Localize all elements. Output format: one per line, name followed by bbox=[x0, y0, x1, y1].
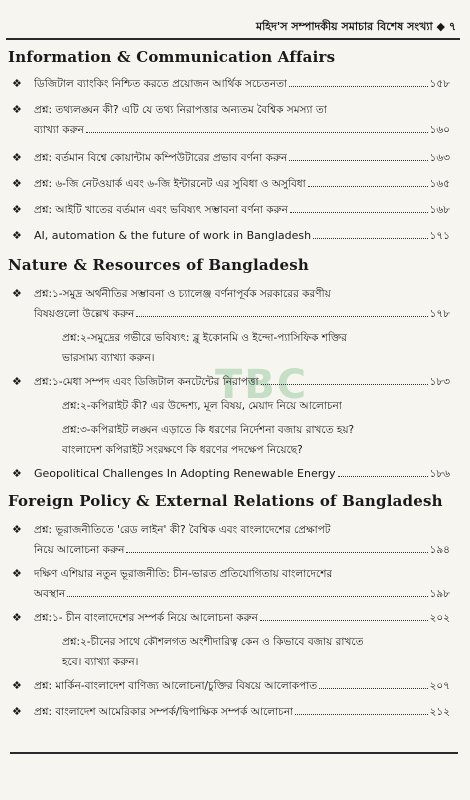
entry-page-number: ১৯৪ bbox=[429, 544, 450, 556]
diamond-bullet-icon: ❖ bbox=[12, 229, 22, 242]
entry-title-cont: হবে। ব্যাখ্যা করুন। bbox=[62, 656, 139, 668]
toc-sub-entry[interactable] bbox=[62, 632, 450, 672]
entry-title: প্রশ্ন: ৬-জি নেটওয়ার্ক এবং ৬-জি ইন্টারনেট এর সুবিধা ও অসুবিধা bbox=[34, 178, 306, 190]
entry-page-number: ১৮৬ bbox=[429, 468, 450, 480]
watermark-logo: TBC bbox=[215, 362, 309, 408]
toc-entry[interactable] bbox=[12, 284, 450, 324]
toc-entry[interactable] bbox=[12, 200, 450, 220]
diamond-bullet-icon: ❖ bbox=[12, 287, 22, 300]
entry-title: প্রশ্ন:১-মেধা সম্পদ এবং ডিজিটাল কনটেন্টের নিরাপত্তা bbox=[34, 376, 259, 388]
entry-title: AI, automation & the future of work in Bangladesh bbox=[34, 229, 312, 242]
entry-page-number: ১৮৩ bbox=[429, 376, 450, 388]
dot-leader bbox=[319, 688, 427, 689]
entry-title: প্রশ্ন: বর্তমান বিশ্বে কোয়ান্টাম কম্পিউটারের প্রভাব বর্ণনা করুন bbox=[34, 152, 288, 164]
section-title-ict: Information & Communication Affairs bbox=[8, 48, 336, 66]
entry-title: প্রশ্ন: বাংলাদেশ আমেরিকার সম্পর্ক/দ্বিপাক্ষিক সম্পর্ক আলোচনা bbox=[34, 706, 294, 718]
diamond-bullet-icon: ❖ bbox=[12, 177, 22, 190]
diamond-bullet-icon: ❖ bbox=[12, 151, 22, 164]
toc-entry[interactable] bbox=[12, 520, 450, 560]
toc-sub-entry[interactable] bbox=[62, 328, 450, 368]
diamond-bullet-icon: ❖ bbox=[12, 567, 22, 580]
toc-entry[interactable] bbox=[12, 464, 450, 484]
toc-entry[interactable] bbox=[12, 372, 450, 392]
toc-entry[interactable] bbox=[12, 74, 450, 94]
toc-entry[interactable] bbox=[12, 100, 450, 140]
toc-entry[interactable] bbox=[12, 564, 450, 604]
toc-entry[interactable] bbox=[12, 174, 450, 194]
entry-title-cont: নিয়ে আলোচনা করুন bbox=[34, 544, 125, 556]
dot-leader bbox=[289, 86, 428, 87]
dot-leader bbox=[313, 238, 427, 239]
dot-leader bbox=[136, 316, 427, 317]
dot-leader bbox=[126, 552, 427, 553]
entry-title: প্রশ্ন:১-সমুদ্র অর্থনীতির সম্ভাবনা ও চ্যালেঞ্জ বর্ণনাপূর্বক সরকারের করণীয় bbox=[34, 288, 331, 300]
entry-title: প্রশ্ন:৩-কপিরাইট লঙ্ঘন এড়াতে কি ধরণের নির্দেশনা বজায় রাখতে হয়? bbox=[62, 424, 355, 436]
toc-entry[interactable] bbox=[12, 702, 450, 722]
toc-sub-entry[interactable] bbox=[62, 420, 450, 460]
diamond-bullet-icon: ❖ bbox=[12, 203, 22, 216]
footer-rule bbox=[10, 752, 458, 754]
toc-entry[interactable] bbox=[12, 676, 450, 696]
entry-page-number: ২১২ bbox=[429, 706, 450, 718]
entry-page-number: ১৭৮ bbox=[429, 308, 450, 320]
diamond-bullet-icon: ❖ bbox=[12, 705, 22, 718]
entry-page-number: ২০২ bbox=[429, 612, 450, 624]
dot-leader bbox=[295, 714, 427, 715]
toc-entry[interactable] bbox=[12, 148, 450, 168]
entry-page-number: ১৬৫ bbox=[429, 178, 450, 190]
entry-title-cont: অবস্থান bbox=[34, 588, 66, 600]
diamond-bullet-icon: ❖ bbox=[12, 375, 22, 388]
diamond-bullet-icon: ❖ bbox=[12, 611, 22, 624]
entry-title-cont: ব্যাখ্যা করুন bbox=[34, 124, 84, 136]
entry-title: প্রশ্ন:২-চীনের সাথে কৌশলগত অংশীদারিত্ব কেন ও কিভাবে বজায় রাখতে bbox=[62, 636, 364, 648]
dot-leader bbox=[289, 160, 427, 161]
entry-title: ডিজিটাল ব্যাংকিং নিশ্চিত করতে প্রয়োজন আর্থিক সচেতনতা bbox=[34, 78, 288, 90]
entry-title: প্রশ্ন:২-কপিরাইট কী? এর উদ্দেশ্য, মূল বিষয়, মেয়াদ নিয়ে আলোচনা bbox=[62, 400, 342, 412]
entry-title: দক্ষিণ এশিয়ার নতুন ভূরাজনীতি: চীন-ভারত প্রতিযোগিতায় বাংলাদেশের bbox=[34, 568, 333, 580]
section-title-foreign-policy: Foreign Policy & External Relations of Bangladesh bbox=[8, 492, 443, 510]
toc-sub-entry[interactable] bbox=[62, 396, 450, 416]
entry-page-number: ১৬০ bbox=[429, 124, 450, 136]
diamond-bullet-icon: ❖ bbox=[12, 679, 22, 692]
diamond-bullet-icon: ❖ bbox=[12, 523, 22, 536]
entry-page-number: ১৭১ bbox=[429, 230, 450, 242]
entry-title-cont: ভারসাম্য ব্যাখ্যা করুন। bbox=[62, 352, 155, 364]
entry-title: Geopolitical Challenges In Adopting Renewable Energy bbox=[34, 467, 336, 480]
entry-title: প্রশ্ন: তথ্যলঙ্ঘন কী? এটি যে তথ্য নিরাপত্তার অন্যতম বৈশ্বিক সমস্যা তা bbox=[34, 104, 327, 116]
entry-title-cont: বিষয়গুলো উল্লেখ করুন bbox=[34, 308, 135, 320]
entry-title: প্রশ্ন: আইটি খাতের বর্তমান এবং ভবিষ্যৎ সম্ভাবনা বর্ণনা করুন bbox=[34, 204, 288, 216]
entry-page-number: ২০৭ bbox=[429, 680, 450, 692]
diamond-bullet-icon: ❖ bbox=[12, 103, 22, 116]
header-rule bbox=[6, 38, 460, 40]
dot-leader bbox=[260, 620, 428, 621]
dot-leader bbox=[86, 132, 428, 133]
entry-page-number: ১৬৩ bbox=[429, 152, 450, 164]
running-header: মহিদ'স সম্পাদকীয় সমাচার বিশেষ সংখ্যা ◆ ৭ bbox=[256, 20, 456, 33]
dot-leader bbox=[261, 384, 428, 385]
section-title-nature: Nature & Resources of Bangladesh bbox=[8, 256, 309, 274]
dot-leader bbox=[308, 186, 428, 187]
entry-title: প্রশ্ন: ভূরাজনীতিতে 'রেড লাইন' কী? বৈশ্বিক এবং বাংলাদেশের প্রেক্ষাপট bbox=[34, 524, 331, 536]
dot-leader bbox=[67, 596, 427, 597]
entry-title-cont: বাংলাদেশ কপিরাইট সংরক্ষণে কি ধরণের পদক্ষেপ নিয়েছে? bbox=[62, 444, 303, 456]
entry-title: প্রশ্ন: মার্কিন-বাংলাদেশ বাণিজ্য আলোচনা/চুক্তির বিষয়ে আলোকপাত bbox=[34, 680, 318, 692]
entry-page-number: ১৫৮ bbox=[429, 78, 450, 90]
entry-page-number: ১৬৮ bbox=[429, 204, 450, 216]
dot-leader bbox=[338, 476, 428, 477]
entry-page-number: ১৯৮ bbox=[429, 588, 450, 600]
dot-leader bbox=[290, 212, 428, 213]
toc-entry[interactable] bbox=[12, 608, 450, 628]
entry-title: প্রশ্ন:২-সমুদ্রের গভীরে ভবিষ্যৎ: ব্লু ইকোনমি ও ইন্দো-প্যাসিফিক শক্তির bbox=[62, 332, 347, 344]
diamond-bullet-icon: ❖ bbox=[12, 77, 22, 90]
entry-title: প্রশ্ন:১- চীন বাংলাদেশের সম্পর্ক নিয়ে আলোচনা করুন bbox=[34, 612, 258, 624]
toc-entry[interactable] bbox=[12, 226, 450, 246]
diamond-bullet-icon: ❖ bbox=[12, 467, 22, 480]
